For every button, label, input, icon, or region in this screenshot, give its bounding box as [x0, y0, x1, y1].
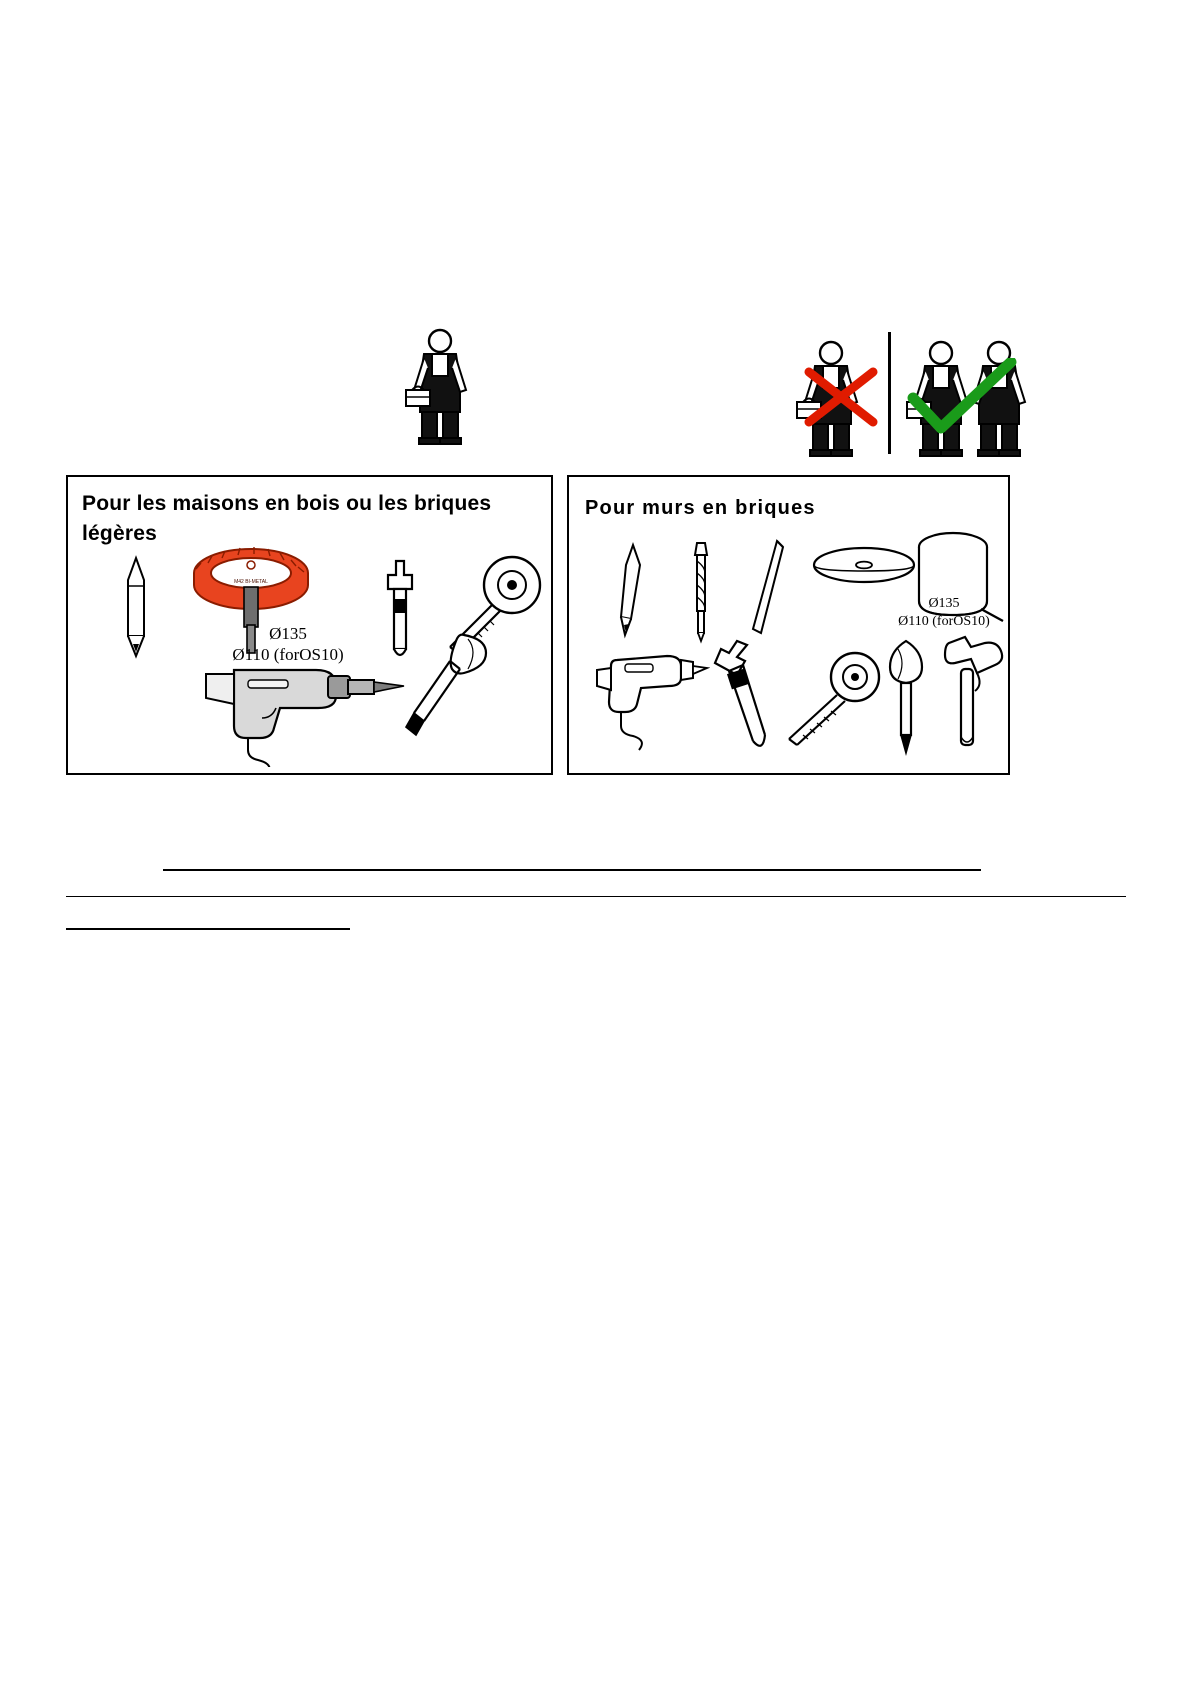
marker-pencil-icon	[116, 552, 156, 662]
marker-pencil-icon	[611, 539, 651, 644]
masonry-drill-bit-icon	[679, 535, 723, 645]
rotary-hammer-icon	[595, 642, 710, 762]
screwdriver-icon	[879, 635, 933, 760]
horizontal-rule-middle	[66, 896, 1126, 897]
horizontal-rule-top	[163, 869, 981, 871]
panel-title: Pour les maisons en bois ou les briques légères	[82, 492, 492, 545]
chisel-rod-icon	[747, 535, 791, 640]
tape-measure-icon	[777, 647, 887, 752]
power-drill-icon	[198, 652, 408, 767]
adjustable-wrench-icon	[707, 635, 777, 760]
vertical-divider	[888, 332, 891, 454]
claw-hammer-icon	[937, 629, 1007, 759]
dimension-line-2: Ø110 (forOS10)	[898, 614, 990, 629]
worker-comparison-group	[795, 328, 1035, 453]
dimension-line-1: Ø135	[269, 624, 307, 643]
dimension-label-left	[188, 623, 388, 665]
panel-title: Pour murs en briques	[585, 497, 816, 519]
tool-panel-brick-walls	[567, 475, 1010, 775]
dimension-label-right	[869, 595, 1019, 631]
worker-with-toolbox-icon	[795, 340, 867, 458]
worker-icon	[963, 340, 1035, 458]
worker-with-toolbox-icon	[404, 328, 476, 446]
dimension-line-2: Ø110 (forOS10)	[232, 645, 344, 664]
tool-panel-wood-light-brick	[66, 475, 553, 775]
worker-figures-row	[0, 320, 1192, 460]
svg-text:M42 BI-METAL: M42 BI-METAL	[234, 579, 268, 585]
horizontal-rule-short	[66, 928, 350, 930]
dimension-line-1: Ø135	[928, 596, 960, 611]
